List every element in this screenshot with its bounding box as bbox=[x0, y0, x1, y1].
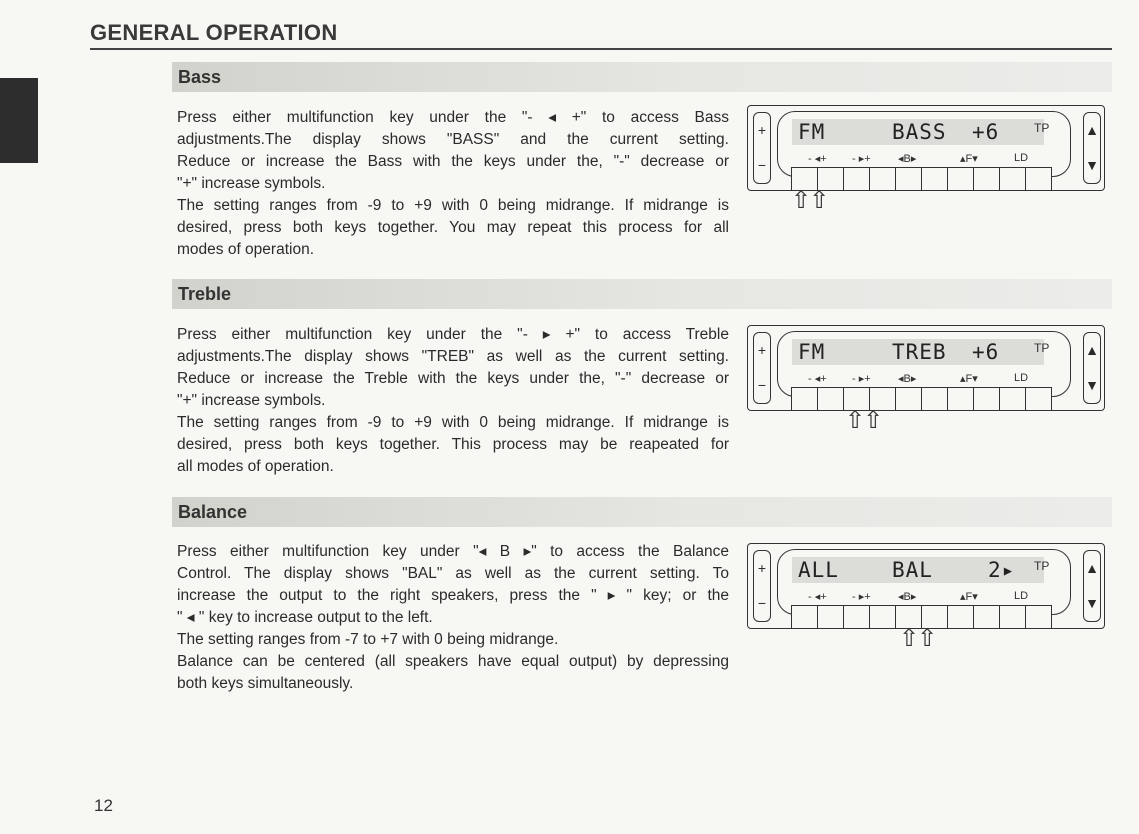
text-line: desired, press both keys together. This process may be reapeated for bbox=[177, 436, 729, 453]
page-title: GENERAL OPERATION bbox=[90, 20, 338, 45]
treble-symbol: - ▸+ bbox=[852, 153, 871, 165]
down-arrow-icon: ▼ bbox=[1085, 595, 1099, 611]
multifunction-key bbox=[844, 605, 870, 629]
section-body-balance bbox=[177, 541, 729, 695]
text-line: Balance can be centered (all speakers have equal output) by depressing bbox=[177, 653, 729, 670]
ld-symbol: LD bbox=[1014, 372, 1029, 384]
multifunction-key bbox=[791, 387, 818, 411]
text-line: "+" increase symbols. bbox=[177, 392, 326, 409]
lcd-mode: BAL bbox=[892, 558, 933, 582]
tp-indicator: TP bbox=[1034, 559, 1050, 573]
minus-symbol: − bbox=[757, 157, 767, 173]
down-arrow-icon: ▼ bbox=[1085, 377, 1099, 393]
multifunction-key bbox=[896, 167, 922, 191]
text-line: "+" increase symbols. bbox=[177, 175, 326, 192]
up-arrow-icon: ▲ bbox=[1085, 342, 1099, 358]
bass-symbol: - ◂+ bbox=[808, 153, 827, 165]
balance-symbol: ◂B▸ bbox=[898, 153, 917, 165]
lcd-mode: BASS bbox=[892, 120, 947, 144]
ld-symbol: LD bbox=[1014, 590, 1029, 602]
down-arrow-icon: ▼ bbox=[1085, 157, 1099, 173]
multifunction-key bbox=[896, 387, 922, 411]
minus-symbol: − bbox=[757, 595, 767, 611]
multifunction-key bbox=[948, 387, 974, 411]
plus-minus-button bbox=[753, 550, 771, 622]
up-down-button bbox=[1083, 332, 1101, 404]
page-number: 12 bbox=[94, 796, 113, 815]
up-arrow-icon: ▲ bbox=[1085, 560, 1099, 576]
bass-symbol: - ◂+ bbox=[808, 591, 827, 603]
radio-panel-treble bbox=[747, 325, 1105, 453]
lcd-screen bbox=[792, 119, 1044, 145]
tp-indicator: TP bbox=[1034, 341, 1050, 355]
multifunction-key bbox=[791, 605, 818, 629]
text-line: The setting ranges from -9 to +9 with 0 being midrange. If midrange is bbox=[177, 197, 729, 214]
multifunction-key bbox=[948, 605, 974, 629]
plus-symbol: + bbox=[757, 122, 767, 138]
multifunction-key bbox=[818, 387, 844, 411]
section-heading-label: Bass bbox=[178, 67, 222, 87]
plus-symbol: + bbox=[757, 342, 767, 358]
text-line: Press either multifunction key under the "- ▸ +" to access Treble bbox=[177, 326, 729, 343]
balance-symbol: ◂B▸ bbox=[898, 373, 917, 385]
section-body-treble bbox=[177, 324, 729, 478]
ld-symbol: LD bbox=[1014, 152, 1029, 164]
lcd-source: ALL bbox=[798, 558, 839, 582]
tp-indicator: TP bbox=[1034, 121, 1050, 135]
lcd-mode: TREB bbox=[892, 340, 947, 364]
text-line: all modes of operation. bbox=[177, 458, 334, 475]
multifunction-key bbox=[922, 167, 948, 191]
text-line: both keys simultaneously. bbox=[177, 675, 354, 692]
fader-symbol: ▴F▾ bbox=[960, 373, 978, 385]
title-divider bbox=[90, 48, 1112, 50]
multifunction-key bbox=[1000, 605, 1026, 629]
lcd-source: FM bbox=[798, 120, 826, 144]
text-line: The setting ranges from -9 to +9 with 0 being midrange. If midrange is bbox=[177, 414, 729, 431]
up-down-button bbox=[1083, 112, 1101, 184]
multifunction-key bbox=[948, 167, 974, 191]
lcd-value: +6 bbox=[972, 340, 1000, 364]
multifunction-key bbox=[1000, 167, 1026, 191]
fader-symbol: ▴F▾ bbox=[960, 591, 978, 603]
multifunction-key bbox=[1026, 605, 1052, 629]
text-line: The setting ranges from -7 to +7 with 0 being midrange. bbox=[177, 631, 559, 648]
fader-symbol: ▴F▾ bbox=[960, 153, 978, 165]
text-line: Reduce or increase the Bass with the keys under the, "-" decrease or bbox=[177, 153, 729, 170]
text-line: increase the output to the right speakers, press the " ▸ " key; or the bbox=[177, 587, 729, 604]
multifunction-key bbox=[818, 605, 844, 629]
up-arrow-icon: ▲ bbox=[1085, 122, 1099, 138]
lcd-value: 2▸ bbox=[988, 558, 1016, 582]
multifunction-key bbox=[1000, 387, 1026, 411]
radio-panel-balance bbox=[747, 543, 1105, 671]
text-line: Reduce or increase the Treble with the keys under the, "-" decrease or bbox=[177, 370, 729, 387]
section-heading-label: Balance bbox=[178, 502, 248, 522]
press-arrow-icon: ⇧⇧ bbox=[899, 625, 936, 652]
text-line: Press either multifunction key under the "- ◂ +" to access Bass bbox=[177, 109, 729, 126]
multifunction-key bbox=[1026, 167, 1052, 191]
text-line: adjustments.The display shows "TREB" as well as the current setting. bbox=[177, 348, 729, 365]
radio-panel-bass bbox=[747, 105, 1105, 233]
plus-minus-button bbox=[753, 112, 771, 184]
lcd-source: FM bbox=[798, 340, 826, 364]
balance-symbol: ◂B▸ bbox=[898, 591, 917, 603]
multifunction-keys bbox=[791, 167, 1052, 191]
section-body-bass bbox=[177, 107, 729, 261]
press-arrow-icon: ⇧⇧ bbox=[791, 187, 828, 214]
text-line: desired, press both keys together. You may repeat this process for all bbox=[177, 219, 729, 236]
multifunction-keys bbox=[791, 387, 1052, 411]
text-line: Control. The display shows "BAL" as well as the current setting. To bbox=[177, 565, 729, 582]
plus-symbol: + bbox=[757, 560, 767, 576]
multifunction-key bbox=[870, 605, 896, 629]
treble-symbol: - ▸+ bbox=[852, 373, 871, 385]
treble-symbol: - ▸+ bbox=[852, 591, 871, 603]
section-tab-marker bbox=[0, 78, 38, 163]
multifunction-key bbox=[974, 605, 1000, 629]
section-heading-treble bbox=[172, 279, 1112, 309]
multifunction-key bbox=[1026, 387, 1052, 411]
text-line: modes of operation. bbox=[177, 241, 315, 258]
plus-minus-button bbox=[753, 332, 771, 404]
text-line: adjustments.The display shows "BASS" and the current setting. bbox=[177, 131, 729, 148]
minus-symbol: − bbox=[757, 377, 767, 393]
bass-symbol: - ◂+ bbox=[808, 373, 827, 385]
lcd-screen bbox=[792, 339, 1044, 365]
multifunction-key bbox=[974, 167, 1000, 191]
text-line: " ◂ " key to increase output to the left. bbox=[177, 609, 433, 626]
multifunction-key bbox=[974, 387, 1000, 411]
section-heading-balance bbox=[172, 497, 1112, 527]
up-down-button bbox=[1083, 550, 1101, 622]
multifunction-key bbox=[844, 167, 870, 191]
section-heading-label: Treble bbox=[178, 284, 232, 304]
lcd-screen bbox=[792, 557, 1044, 583]
lcd-value: +6 bbox=[972, 120, 1000, 144]
multifunction-key bbox=[870, 167, 896, 191]
text-line: Press either multifunction key under "◂ B ▸" to access the Balance bbox=[177, 543, 729, 560]
section-heading-bass bbox=[172, 62, 1112, 92]
press-arrow-icon: ⇧⇧ bbox=[845, 407, 882, 434]
multifunction-key bbox=[922, 387, 948, 411]
